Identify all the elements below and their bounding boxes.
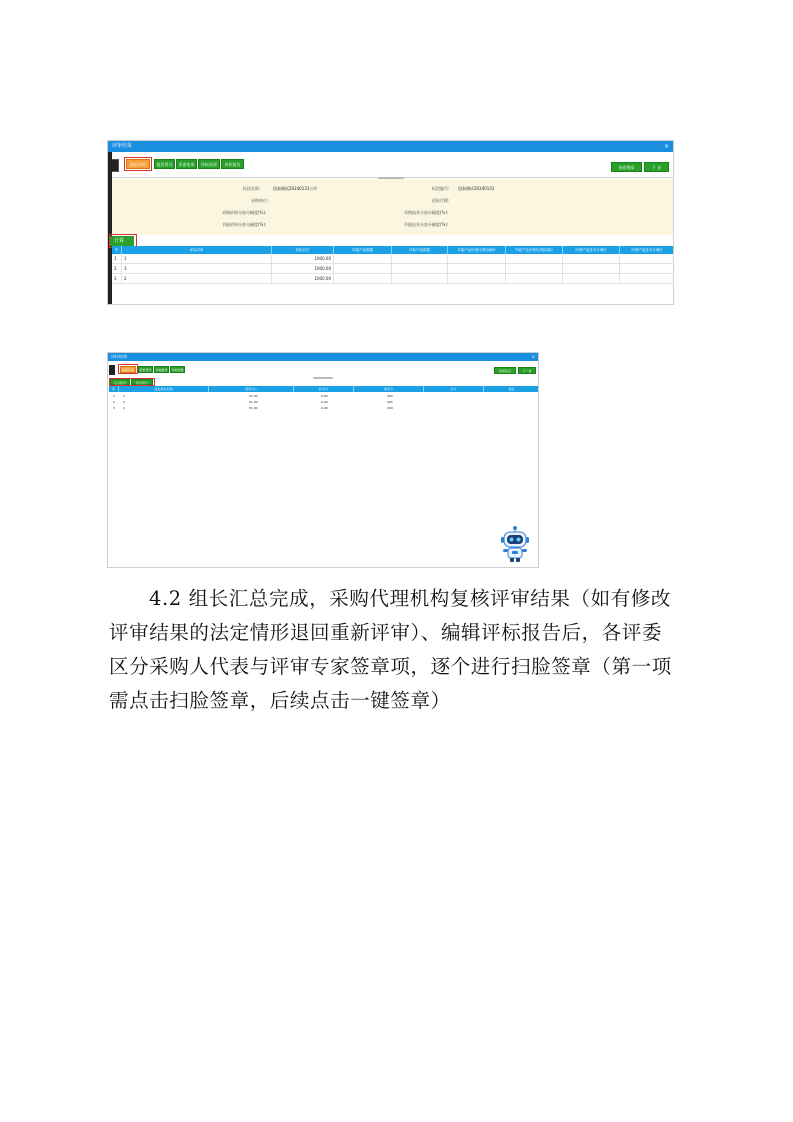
bid-info-panel (112, 179, 674, 235)
tab-calculate[interactable]: 计算 (110, 236, 134, 246)
column-header[interactable]: 环保产品技术分调价 (563, 246, 620, 254)
qr-code-icon[interactable] (109, 365, 115, 375)
table-row[interactable] (109, 405, 539, 411)
row-cell (392, 254, 448, 264)
row-price: 51.00 (249, 406, 258, 410)
paragraph-line: 评审结果的法定情形退回重新评审）、编辑评标报告后，各评委 (109, 621, 663, 644)
column-header[interactable]: 商务分 (354, 386, 424, 392)
window-title: 评审结果 (112, 143, 133, 149)
grid-header (109, 386, 539, 392)
column-header[interactable]: 节能产品价格比例扣减价 (506, 246, 563, 254)
column-header[interactable]: 技术分 (294, 386, 354, 392)
window-title: 评标结果 (111, 354, 127, 359)
row-price: 51.00 (249, 400, 258, 404)
field-1-label: 采购价格分加分幅度(%): (222, 210, 267, 215)
bid-report-button[interactable]: 评标报告 (221, 159, 244, 169)
row-name: 3 (122, 264, 272, 274)
bid-name-label: 标段名称: (243, 186, 261, 191)
row-number: 2 (112, 264, 122, 274)
row-number: 3 (113, 406, 115, 410)
row-cell (506, 254, 563, 264)
collapse-handle[interactable] (313, 377, 333, 379)
row-number: 1 (113, 394, 115, 398)
tab-summary-price[interactable]: 汇总报价 (110, 379, 130, 385)
row-cell (563, 254, 620, 264)
row-tech: 0.00 (321, 400, 328, 404)
row-cell (334, 264, 392, 274)
column-header[interactable]: 总分 (424, 386, 484, 392)
row-name: 1 (122, 254, 272, 264)
column-header[interactable]: 排名 (508, 387, 515, 391)
row-cell (563, 264, 620, 274)
table-row[interactable] (112, 254, 674, 264)
column-header[interactable]: 报价(%) (209, 386, 294, 392)
row-cell (334, 274, 392, 284)
column-header[interactable]: 评标产品数据 (392, 246, 448, 254)
table-row[interactable] (112, 274, 674, 284)
lowest-bid-button[interactable]: 最低评标 (126, 159, 150, 169)
paragraph-line: 需点击扫脸签章，后续点击一键签章） (109, 689, 451, 712)
row-cell (392, 264, 448, 274)
row-cell (334, 254, 392, 264)
instruction-paragraph (109, 582, 699, 718)
row-price: 1000.00 (272, 254, 334, 264)
bid-result-screenshot (107, 352, 539, 568)
view-signature-button[interactable]: 查看签章 (611, 162, 642, 172)
bid-no-value: 国泰测试20240131 (458, 186, 495, 191)
column-header[interactable]: 序 (109, 386, 119, 392)
row-price: 1000.00 (272, 274, 334, 284)
row-number: 2 (113, 400, 115, 404)
review-button[interactable]: 评委复审 (176, 159, 197, 169)
column-header[interactable]: 序 (112, 246, 122, 254)
row-price: 1000.00 (272, 264, 334, 274)
price-score-button[interactable]: 报价得分 (154, 159, 175, 169)
table-row[interactable] (112, 264, 674, 274)
row-name: 1 (123, 394, 125, 398)
column-header[interactable]: 投标单位名称 (119, 386, 209, 392)
column-header[interactable]: 节能产品价格比例扣减价 (448, 246, 506, 254)
purchaser-label: 采购单位: (251, 198, 269, 203)
row-biz: 400 (387, 400, 393, 404)
row-cell (506, 264, 563, 274)
row-biz: 400 (387, 406, 393, 410)
row-cell (563, 274, 620, 284)
bid-result-button[interactable]: 评标结果 (171, 368, 184, 372)
grid-header (112, 246, 674, 254)
window-titlebar (108, 141, 673, 152)
toolbar (108, 152, 673, 178)
close-icon[interactable]: × (531, 354, 535, 359)
row-number: 3 (112, 274, 122, 284)
bid-result-button[interactable]: 评标结果 (198, 159, 220, 169)
review-result-screenshot (107, 140, 674, 305)
column-header[interactable]: 评标对象 (122, 246, 272, 254)
row-cell (392, 274, 448, 284)
row-cell (506, 274, 563, 284)
row-name: 2 (122, 274, 272, 284)
agency-label: 招标代理: (432, 198, 450, 203)
row-tech: 0.00 (321, 394, 328, 398)
review-button[interactable]: 评委复审 (155, 368, 168, 372)
close-icon[interactable]: × (663, 143, 669, 150)
column-header[interactable]: 环境产品数据 (334, 246, 392, 254)
lowest-bid-button[interactable]: 最低评标 (121, 368, 134, 372)
tab-price-score[interactable]: 报价得分 (131, 379, 153, 385)
row-cell (448, 254, 506, 264)
row-name: 2 (123, 406, 125, 410)
field-4-label: 节能技术分加分幅度(%): (404, 222, 449, 227)
bid-no-label: 标段编号: (432, 186, 450, 191)
view-signature-button[interactable]: 查看签章 (494, 367, 516, 374)
robot-assistant-icon[interactable] (498, 525, 532, 563)
row-name: 3 (123, 400, 125, 404)
row-cell (448, 274, 506, 284)
paragraph-line: 4.2 组长汇总完成，采购代理机构复核评审结果（如有修改 (149, 587, 672, 610)
row-price: 51.00 (249, 394, 258, 398)
next-step-button[interactable]: 下一步 (518, 367, 536, 374)
paragraph-line: 区分采购人代表与评审专家签章项，逐个进行扫脸签章（第一项 (109, 655, 672, 678)
row-biz: 400 (387, 394, 393, 398)
window-titlebar (108, 353, 538, 361)
next-step-button[interactable]: 下 步 (644, 162, 669, 172)
price-score-button[interactable]: 报价得分 (139, 368, 152, 372)
row-cell (448, 264, 506, 274)
column-header[interactable]: 环保产品技术分调价 (631, 248, 663, 252)
row-number: 1 (112, 254, 122, 264)
field-3-label: 节能价格分加分幅度(%): (222, 222, 267, 227)
bid-name-value: 国泰测试20240131公开 (273, 186, 318, 191)
row-tech: 0.00 (321, 406, 328, 410)
column-header[interactable]: 投标总价 (272, 246, 334, 254)
field-2-label: 采购技术分加分幅度(%): (404, 210, 449, 215)
